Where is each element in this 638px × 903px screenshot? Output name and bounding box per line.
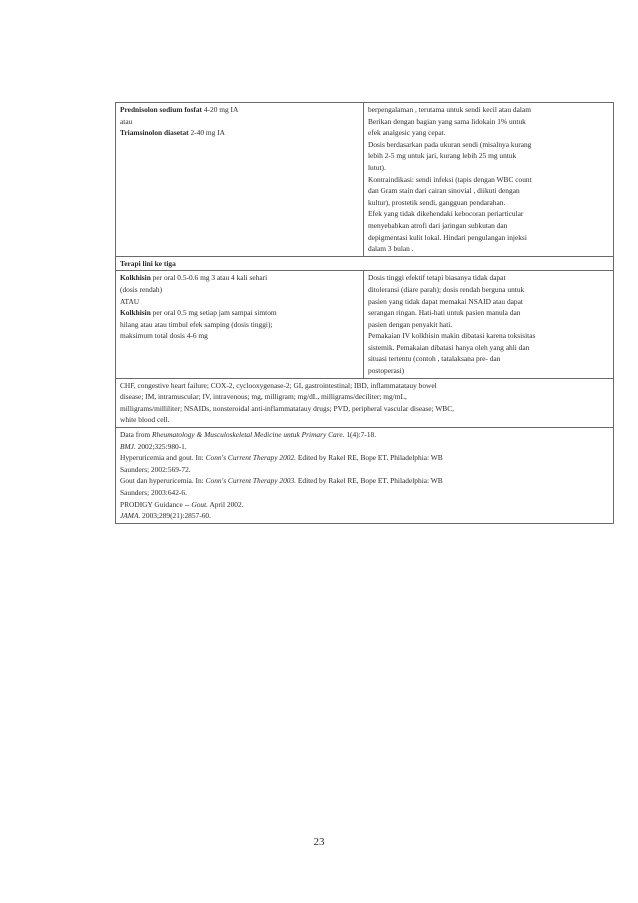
drug-dosage-cell (116, 103, 364, 257)
dosage-text: 2-40 mg IA (188, 128, 225, 138)
note-text: lebih 2-5 mg untuk jari, kurang lebih 25 mg untuk (368, 151, 517, 161)
text-line (368, 139, 609, 151)
dosage-text: per oral 0.5 mg setiap jam sampai simtom (150, 308, 277, 318)
reference-text: Hyperuricemia and gout. In: (120, 453, 206, 463)
section-header-cell (116, 256, 614, 271)
text-line (120, 330, 359, 342)
abbreviation-text: disease; IM, intramuscular; IV, intravenous; mg, milligram; mg/dL, milligrams/deciliter; mg/mL, (120, 392, 407, 402)
reference-text: Edited by Rakel RE, Bope ET. Philadelphia: WB (296, 476, 443, 486)
text-line (368, 197, 609, 209)
note-text: Dosis berdasarkan pada ukuran sendi (misalnya kurang (368, 139, 532, 149)
text-line (368, 307, 609, 319)
note-text: situasi tertentu (contoh , tatalaksana pre- dan (368, 354, 501, 364)
treatment-table (115, 102, 614, 524)
text-line (120, 272, 359, 284)
drug-name: Kolkhisin (120, 308, 151, 318)
text-line (120, 127, 359, 139)
table-row (116, 103, 614, 257)
text-line (368, 162, 609, 174)
dosage-text: maksimum total dosis 4-6 mg (120, 331, 208, 341)
notes-cell (364, 103, 614, 257)
reference-text: Edited by Rakel RE, Bope ET. Philadelphia: WB (296, 453, 443, 463)
page-number: 23 (313, 836, 325, 848)
note-text: kultur), prostetik sendi, gangguan pendarahan. (368, 197, 506, 207)
text-line (120, 487, 609, 499)
reference-text: 2002;325:980-1. (135, 441, 187, 451)
notes-cell (364, 271, 614, 378)
note-text: dalam 3 bulan . (368, 244, 414, 254)
text-line (120, 441, 609, 453)
text-line (120, 464, 609, 476)
text-line (368, 104, 609, 116)
text-line (368, 296, 609, 308)
drug-name: Triamsinolon diasetat (120, 128, 189, 138)
text-line (120, 452, 609, 464)
table-row (116, 378, 614, 427)
note-text: Pemakaian IV kolkhisin makin dibatasi karena toksisitas (368, 331, 536, 341)
text-line (368, 232, 609, 244)
text-line (368, 272, 609, 284)
note-text: postoperasi) (368, 366, 405, 376)
reference-text: 2003;289(21):2857-60. (140, 511, 211, 521)
reference-text: April 2002. (208, 499, 244, 509)
note-text: menyebabkan atrofi dari jaringan subkutan dan (368, 220, 508, 230)
text-line (368, 342, 609, 354)
reference-source: JAMA. (120, 511, 141, 521)
text-line (120, 116, 359, 128)
reference-text: Data from (120, 430, 153, 440)
text-line (368, 284, 609, 296)
note-text: sistemik. Pemakaian dibatasi hanya oleh yang ahli dan (368, 342, 530, 352)
text-line (120, 429, 609, 441)
text-line (120, 391, 609, 403)
text-line (120, 403, 609, 415)
reference-source: Conn's Current Therapy 2003. (205, 476, 297, 486)
text-line (120, 414, 609, 426)
text-line (368, 127, 609, 139)
reference-text: Saunders; 2003:642-6. (120, 488, 187, 497)
text-line (368, 365, 609, 377)
text-line (368, 353, 609, 365)
reference-source: Conn's Current Therapy 2002. (205, 453, 297, 463)
text-line (368, 220, 609, 232)
text-line (120, 104, 359, 116)
note-text: Efek yang tidak dikehendaki kebocoran periarticular (368, 209, 524, 219)
section-header: Terapi lini ke tiga (120, 258, 176, 268)
text-line (120, 510, 609, 522)
drug-dosage-cell (116, 271, 364, 378)
text-line (368, 330, 609, 342)
references-cell (116, 428, 614, 524)
note-text: serangan ringan. Hati-hati untuk pasien manula dan (368, 308, 521, 318)
abbreviation-text: milligrams/milliliter; NSAIDs, nonsteroidal anti-inflammatatauy drugs; PVD, peripheral vascular disease; WBC, (120, 403, 455, 413)
note-text: Dosis tinggi efektif tetapi biasanya tidak dapat (368, 273, 506, 283)
dosage-text: hilang atau atau timbul efek samping (dosis tinggi); (120, 319, 273, 329)
abbreviations-cell (116, 378, 614, 427)
note-text: berpengalaman , terutama untuk sendi kecil atau dalam (368, 105, 531, 114)
note-text: pasien yang tidak dapat memakai NSAID atau dapat (368, 296, 523, 306)
reference-source: Rheumatology & Musculoskeletal Medicine untuk Primary Care. (152, 430, 345, 440)
text-line (368, 174, 609, 186)
reference-source: BMJ. (120, 441, 136, 451)
text-line (120, 380, 609, 392)
dosage-text: per oral 0.5-0.6 mg 3 atau 4 kali sehari (150, 273, 268, 283)
note-text: efek analgesic yang cepat. (368, 128, 446, 138)
text-line (368, 208, 609, 220)
dosage-text: atau (120, 116, 133, 126)
drug-name: Kolkhisin (120, 273, 151, 283)
drug-name: Prednisolon sodium fosfat (120, 105, 202, 114)
dosage-text: ATAU (120, 296, 140, 306)
note-text: lutut). (368, 162, 386, 172)
text-line (368, 116, 609, 128)
abbreviation-text: CHF, congestive heart failure; COX-2, cyclooxygenase-2; GI, gastrointestinal; IBD, inflammatatauy bowel (120, 380, 437, 390)
reference-text: Gout dan hyperuricemia. In: (120, 476, 206, 486)
note-text: depigmentasi kulit lokal. Hindari pengulangan injeksi (368, 232, 527, 242)
reference-text: 1(4):7-18. (344, 430, 377, 440)
note-text: ditoleransi (diare parah); dosis rendah berguna untuk (368, 284, 525, 294)
dosage-text: (dosis rendah) (120, 284, 163, 294)
reference-text: Saunders; 2002:569-72. (120, 464, 191, 474)
text-line (368, 319, 609, 331)
text-line (120, 296, 359, 308)
reference-source: Gout. (191, 499, 208, 509)
reference-text: PRODIGY Guidance -- (120, 499, 192, 509)
text-line (120, 307, 359, 319)
text-line (368, 150, 609, 162)
table-row (116, 271, 614, 378)
note-text: pasien dengan penyakit hati. (368, 319, 453, 329)
abbreviation-text: white blood cell. (120, 415, 170, 425)
text-line (368, 243, 609, 255)
text-line (120, 475, 609, 487)
dosage-text: 4-20 mg IA (202, 105, 239, 114)
text-line (120, 319, 359, 331)
table-row (116, 428, 614, 524)
table-row (116, 256, 614, 271)
text-line (368, 185, 609, 197)
text-line (120, 499, 609, 511)
note-text: dan Gram stain dari cairan sinovial , diikuti dengan (368, 186, 520, 196)
note-text: Berikan dengan bagian yang sama lidokain 1% untuk (368, 116, 526, 126)
text-line (120, 284, 359, 296)
note-text: Kontraindikasi: sendi infeksi (tapis dengan WBC count (368, 174, 532, 184)
